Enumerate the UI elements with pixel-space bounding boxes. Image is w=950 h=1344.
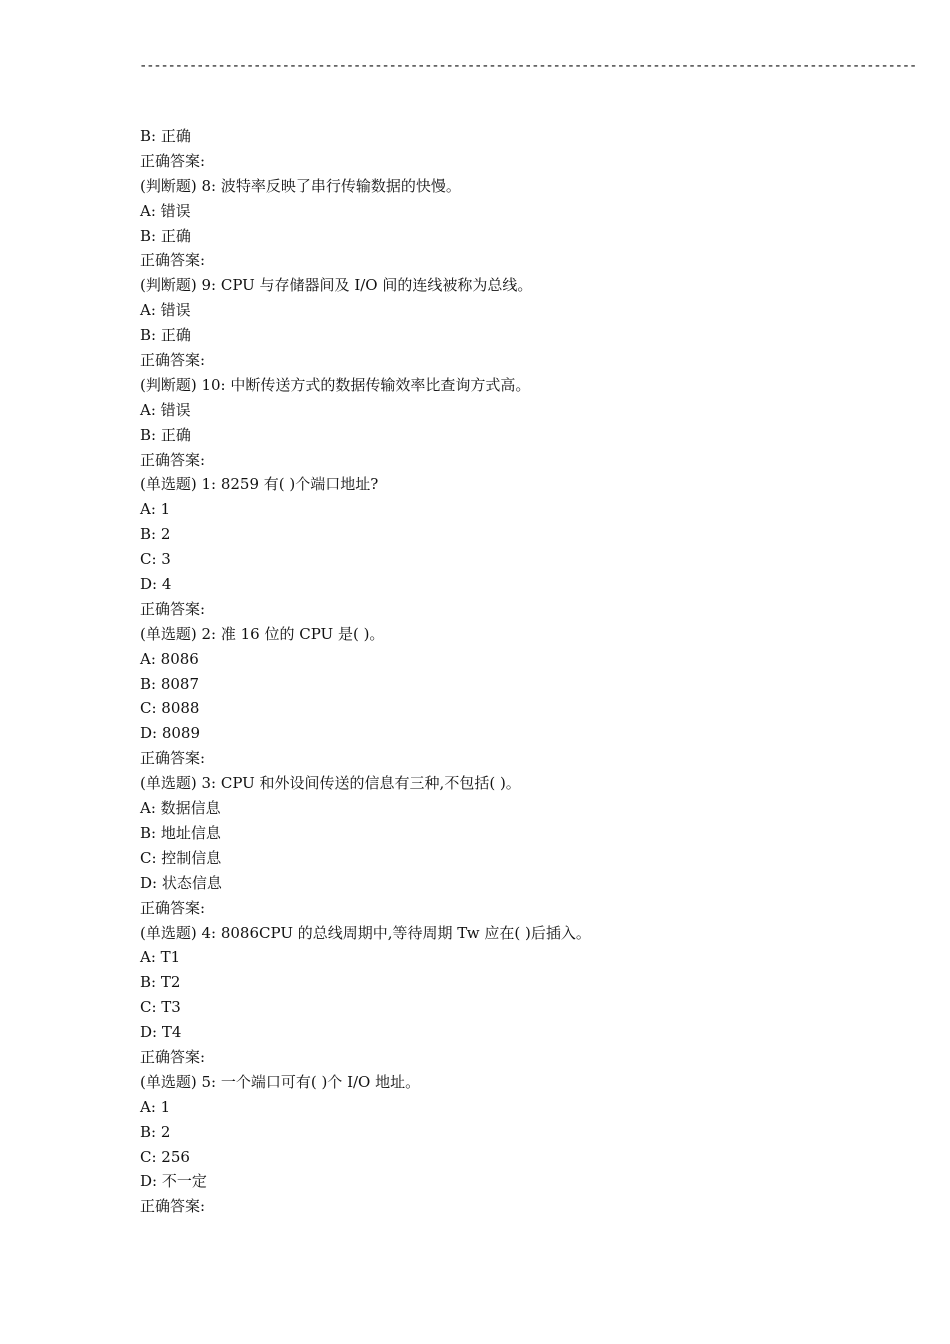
answer-option: C: 控制信息 bbox=[140, 848, 222, 867]
answer-option: A: 错误 bbox=[140, 301, 191, 320]
answer-option: A: 数据信息 bbox=[140, 799, 221, 818]
answer-option: C: 3 bbox=[140, 550, 171, 569]
answer-option: B: 2 bbox=[140, 1122, 171, 1141]
answer-label: 正确答案: bbox=[140, 151, 206, 170]
question-text: (判断题) 10: 中断传送方式的数据传输效率比查询方式高。 bbox=[140, 375, 531, 394]
answer-option: A: T1 bbox=[140, 948, 181, 967]
answer-label: 正确答案: bbox=[140, 251, 206, 270]
answer-option: D: 8089 bbox=[140, 724, 201, 743]
answer-label: 正确答案: bbox=[140, 749, 206, 768]
question-text: (单选题) 5: 一个端口可有( )个 I/O 地址。 bbox=[140, 1072, 421, 1091]
question-text: (判断题) 8: 波特率反映了串行传输数据的快慢。 bbox=[140, 176, 461, 195]
question-list bbox=[140, 124, 860, 1219]
question-text: (单选题) 1: 8259 有( )个端口地址? bbox=[140, 475, 379, 494]
answer-option: D: T4 bbox=[140, 1023, 182, 1042]
answer-label: 正确答案: bbox=[140, 1047, 206, 1066]
answer-option: A: 1 bbox=[140, 500, 171, 519]
answer-option: B: 正确 bbox=[140, 425, 191, 444]
answer-label: 正确答案: bbox=[140, 599, 206, 618]
answer-option: A: 1 bbox=[140, 1097, 171, 1116]
answer-option: A: 错误 bbox=[140, 201, 191, 220]
answer-option: B: 8087 bbox=[140, 674, 200, 693]
answer-option: B: 地址信息 bbox=[140, 823, 221, 842]
answer-option: B: T2 bbox=[140, 973, 181, 992]
question-text: (单选题) 4: 8086CPU 的总线周期中,等待周期 Tw 应在( )后插入。 bbox=[140, 923, 591, 942]
answer-option: C: T3 bbox=[140, 998, 181, 1017]
answer-option: B: 2 bbox=[140, 525, 171, 544]
question-text: (单选题) 2: 准 16 位的 CPU 是( )。 bbox=[140, 624, 385, 643]
answer-option: C: 8088 bbox=[140, 699, 200, 718]
answer-option: D: 不一定 bbox=[140, 1172, 207, 1191]
question-text: (单选题) 3: CPU 和外设间传送的信息有三种,不包括( )。 bbox=[140, 774, 521, 793]
answer-option: A: 8086 bbox=[140, 649, 199, 668]
answer-label: 正确答案: bbox=[140, 450, 206, 469]
answer-option: D: 状态信息 bbox=[140, 873, 222, 892]
answer-label: 正确答案: bbox=[140, 898, 206, 917]
answer-option: B: 正确 bbox=[140, 326, 191, 345]
answer-option: B: 正确 bbox=[140, 226, 191, 245]
answer-label: 正确答案: bbox=[140, 1197, 206, 1216]
answer-option: D: 4 bbox=[140, 575, 172, 594]
question-text: (判断题) 9: CPU 与存储器间及 I/O 间的连线被称为总线。 bbox=[140, 276, 533, 295]
answer-option: C: 256 bbox=[140, 1147, 190, 1166]
header-dash-rule: ------------------------------------------------------------------------------------------------------------- bbox=[139, 58, 917, 74]
answer-option: B: 正确 bbox=[140, 127, 191, 145]
answer-option: A: 错误 bbox=[140, 400, 191, 419]
answer-label: 正确答案: bbox=[140, 351, 206, 370]
